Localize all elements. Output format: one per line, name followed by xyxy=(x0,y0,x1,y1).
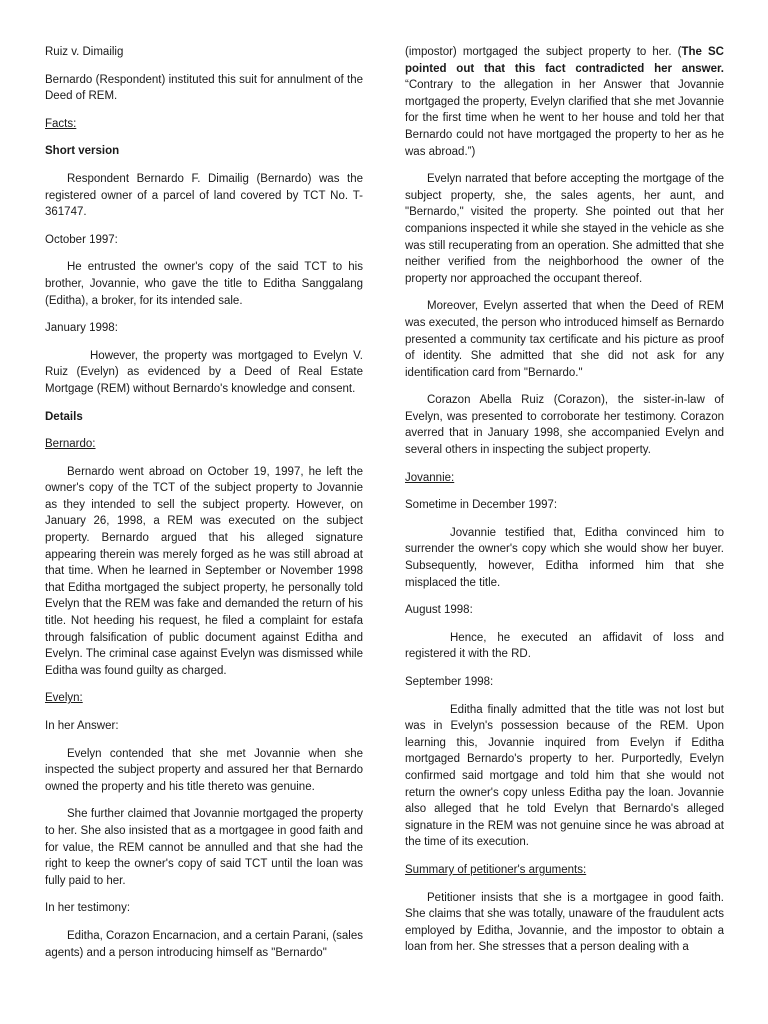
december-paragraph: Jovannie testified that, Editha convinced him to surrender the owner's copy which she would show her buyer. Subsequently, however, Editha informed him that she misplaced the title. xyxy=(405,526,724,589)
evelyn-heading: Evelyn: xyxy=(45,692,83,705)
short-version-paragraph: Respondent Bernardo F. Dimailig (Bernardo) was the registered owner of a parcel of land covered by TCT No. T-361747. xyxy=(45,172,363,219)
continuation-quote: “Contrary to the allegation in her Answer that Jovannie mortgaged the property, Evelyn clarified that she met Jovannie for the first time when he went to her house and told her that Bernardo could not have mortgaged the property to her as he was abroad.”) xyxy=(405,79,724,158)
corazon-paragraph: Corazon Abella Ruiz (Corazon), the sister-in-law of Evelyn, was presented to corroborate her testimony. Corazon averred that in January 1998, she accompanied Evelyn and several others in inspecting the subject property. xyxy=(405,394,724,457)
august-paragraph: Hence, he executed an affidavit of loss and registered it with the RD. xyxy=(405,631,724,661)
date-january-1998: January 1998: xyxy=(45,322,118,335)
testimony-continuation xyxy=(405,44,724,160)
date-august-1998: August 1998: xyxy=(405,604,473,617)
continuation-text: (impostor) mortgaged the subject property to her. ( xyxy=(405,46,682,58)
facts-heading: Facts: xyxy=(45,117,77,130)
answer-paragraph-1: Evelyn contended that she met Jovannie when she inspected the subject property and assured her that Bernardo owned the property and his title thereto was genuine. xyxy=(45,747,363,793)
narrated-paragraph: Evelyn narrated that before accepting the mortgage of the subject property, she, the sales agents, her aunt, and "Bernardo," visited the property. She pointed out that her companions inspected it while she stayed in the vehicle as she was still recuperating from an operation. She admitted that she neither verified from the neighborhood the owner of the property nor approached the occupant thereof. xyxy=(405,173,724,285)
date-october-1997: October 1997: xyxy=(45,233,118,246)
case-title: Ruiz v. Dimailig xyxy=(45,46,124,58)
january-paragraph: However, the property was mortgaged to Evelyn V. Ruiz (Evelyn) as evidenced by a Deed of Real Estate Mortgage (REM) without Bernardo's knowledge and consent. xyxy=(45,349,363,395)
testimony-paragraph: Editha, Corazon Encarnacion, and a certain Parani, (sales agents) and a person introducing himself as "Bernardo" xyxy=(45,929,363,959)
testimony-heading: In her testimony: xyxy=(45,902,131,915)
september-paragraph: Editha finally admitted that the title was not lost but was in Evelyn's possession because of the REM. Upon learning this, Jovannie inquired from Evelyn if Editha mortgaged Bernardo's property to her. Purportedly, Evelyn confirmed said mortgage and told him that she would not return the owner's copy unless Editha pay the loan. Jovannie also alleged that he told Evelyn that Bernardo's alleged signature in the REM was not genuine since he was abroad at the time of its execution. xyxy=(405,703,724,849)
sc-remark: The SC pointed out that this fact contradicted her answer. xyxy=(405,46,724,75)
answer-heading: In her Answer: xyxy=(45,720,119,732)
intro-paragraph: Bernardo (Respondent) instituted this suit for annulment of the Deed of REM. xyxy=(45,73,363,103)
details-heading: Details xyxy=(45,410,83,423)
answer-paragraph-2: She further claimed that Jovannie mortgaged the property to her. She also insisted that as a mortgagee in good faith and for value, the REM cannot be annulled and that she had the right to keep the owner's copy of said TCT until the loan was fully paid to her. xyxy=(45,808,363,887)
bernardo-paragraph: Bernardo went abroad on October 19, 1997, he left the owner's copy of the TCT of the subject property to Jovannie as they intended to sell the subject property. However, on January 26, 1998, a REM was executed on the subject property. Bernardo argued that his alleged signature appearing therein was merely forged as he was still abroad at that time. When he learned in September or November 1998 that Editha mortgaged the subject property, he personally told Evelyn that the REM was fake and demanded the return of his title. Not heeding his request, he filed a complaint for estafa through falsification of public document against Editha and Evelyn. The criminal case against Evelyn was dismissed while Editha was found guilty as charged. xyxy=(45,465,363,677)
date-december-1997: Sometime in December 1997: xyxy=(405,499,558,512)
summary-paragraph: Petitioner insists that she is a mortgagee in good faith. She claims that she was totally, unaware of the fraudulent acts employed by Editha, Jovannie, and the impostor to obtain a loan from her. She stresses that a person dealing with a xyxy=(405,891,724,954)
left-column xyxy=(45,44,363,972)
summary-heading: Summary of petitioner's arguments: xyxy=(405,863,587,876)
right-column xyxy=(405,44,724,967)
jovannie-heading: Jovannie: xyxy=(405,471,455,484)
short-version-heading: Short version xyxy=(45,145,120,158)
moreover-paragraph: Moreover, Evelyn asserted that when the Deed of REM was executed, the person who introduced himself as Bernardo presented a community tax certificate and his picture as proof of identity. She admitted that she did not ask for any identification card from "Bernardo." xyxy=(405,300,724,379)
bernardo-heading: Bernardo: xyxy=(45,438,96,451)
october-paragraph: He entrusted the owner's copy of the said TCT to his brother, Jovannie, who gave the title to Editha Sanggalang (Editha), a broker, for its intended sale. xyxy=(45,261,363,307)
date-september-1998: September 1998: xyxy=(405,676,494,688)
